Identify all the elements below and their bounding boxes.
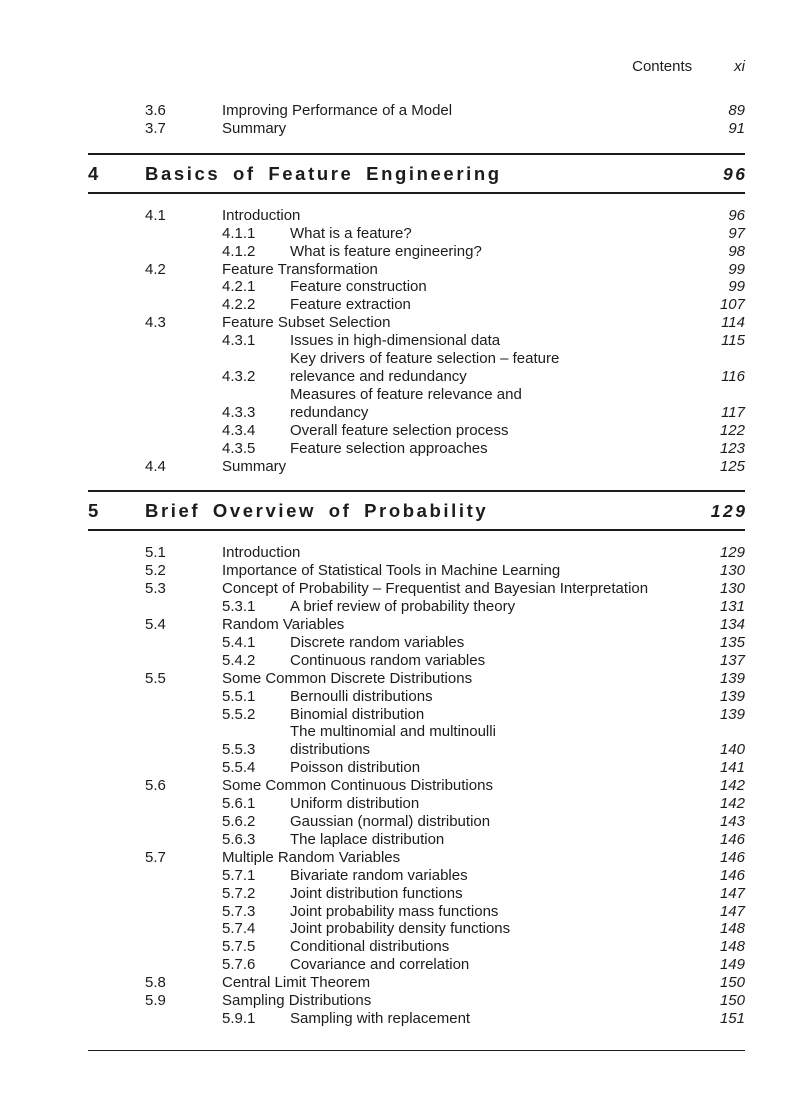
entry-title-line1: Poisson distribution — [290, 759, 421, 777]
entry-page-number: 150 — [719, 974, 745, 992]
entry-title — [290, 332, 711, 350]
entry-page-number: 115 — [721, 332, 745, 350]
entry-page-number: 148 — [719, 920, 745, 938]
entry-page-number: 97 — [728, 224, 745, 242]
page-folio: xi — [734, 58, 745, 75]
toc-entry-row — [88, 261, 745, 279]
toc-entry-row — [88, 458, 745, 476]
entry-title — [290, 920, 711, 938]
entry-page-number: 89 — [728, 102, 745, 119]
entry-page-number: 98 — [728, 242, 745, 260]
contents-label: Contents — [632, 58, 693, 75]
toc-entry-row — [88, 422, 745, 440]
toc-entry-row — [88, 350, 745, 386]
entry-number: 5 — [88, 500, 99, 522]
entry-title-line2: redundancy — [290, 403, 369, 421]
entry-title-line1: Random Variables — [222, 616, 345, 634]
entry-title-line1: The laplace distribution — [290, 830, 445, 848]
entry-number: 5.6.3 — [222, 830, 256, 848]
entry-title — [290, 867, 711, 885]
toc-entry-row — [88, 831, 745, 849]
toc-entry-row — [88, 296, 745, 314]
entry-page-number: 131 — [719, 598, 745, 616]
entry-number: 4.2 — [145, 260, 166, 278]
entry-title — [290, 278, 711, 296]
entry-number: 5.4 — [145, 616, 166, 634]
entry-page-number: 122 — [719, 421, 745, 439]
entry-title — [222, 580, 711, 598]
entry-page-number: 139 — [719, 705, 745, 723]
toc-entry-row — [88, 795, 745, 813]
entry-number: 4.3.4 — [222, 421, 256, 439]
entry-title — [222, 670, 711, 688]
entry-title-line1: Some Common Continuous Distributions — [222, 777, 493, 795]
toc-entry-row — [88, 688, 745, 706]
entry-title-line1: Summary — [222, 457, 287, 475]
entry-title — [145, 500, 711, 521]
entry-title — [222, 544, 711, 562]
toc-entry-row — [88, 777, 745, 795]
toc-entry-row — [88, 278, 745, 296]
entry-page-number: 143 — [719, 813, 745, 830]
toc-entry-row — [88, 120, 745, 138]
entry-title-line2: distributions — [290, 741, 371, 759]
toc-entry-row — [88, 598, 745, 616]
entry-title-line1: Sampling with replacement — [290, 1009, 471, 1027]
entry-number: 5.5.4 — [222, 759, 256, 777]
entry-page-number: 150 — [719, 992, 745, 1010]
entry-title-line1: Discrete random variables — [290, 633, 465, 651]
entry-page-number: 114 — [721, 314, 745, 332]
entry-number: 4.2.1 — [222, 278, 256, 296]
toc-entry-row — [88, 314, 745, 332]
entry-number: 5.7 — [145, 848, 166, 866]
entry-number: 4.3.5 — [222, 439, 256, 457]
entry-number: 5.9.1 — [222, 1009, 256, 1027]
entry-page-number: 147 — [719, 884, 745, 902]
entry-title-line1: Introduction — [222, 206, 301, 224]
toc-entry-row — [88, 102, 745, 120]
toc-entry-row — [88, 440, 745, 458]
entry-title-line1: Joint probability mass functions — [290, 902, 499, 920]
entry-title-line1: Feature extraction — [290, 296, 411, 314]
entry-number: 5.8 — [145, 974, 166, 992]
entry-title — [222, 562, 711, 580]
entry-number: 5.7.4 — [222, 920, 256, 938]
entry-title-line1: Sampling Distributions — [222, 992, 372, 1010]
entry-title-line1: A brief review of probability theory — [290, 598, 516, 616]
entry-title-line1: Overall feature selection process — [290, 421, 509, 439]
entry-title-line1: Uniform distribution — [290, 795, 420, 813]
entry-number: 5.4.2 — [222, 651, 256, 669]
toc-entry-row — [88, 920, 745, 938]
entry-page-number: 139 — [719, 687, 745, 705]
entry-title-line1: Conditional distributions — [290, 938, 450, 956]
entry-page-number: 107 — [719, 296, 745, 314]
entry-number: 5.6.1 — [222, 795, 256, 813]
entry-title — [222, 992, 711, 1010]
entry-number: 3.7 — [145, 119, 166, 137]
entry-page-number: 129 — [710, 501, 748, 522]
entry-title-line1: Concept of Probability – Frequentist and Bayesian Interpretation — [222, 580, 649, 598]
entry-number: 4.1 — [145, 206, 166, 224]
entry-title — [290, 422, 711, 440]
toc-entry-row — [88, 706, 745, 724]
entry-title-line1: Bivariate random variables — [290, 866, 468, 884]
toc-entry-row — [88, 885, 745, 903]
entry-title-line1: What is feature engineering? — [290, 242, 482, 260]
entry-number: 3.6 — [145, 102, 166, 119]
entry-title — [290, 903, 711, 921]
entry-page-number: 99 — [728, 260, 745, 278]
entry-number: 4.1.1 — [222, 224, 256, 242]
entry-title — [290, 688, 711, 706]
entry-page-number: 146 — [719, 866, 745, 884]
entry-title-line1: Improving Performance of a Model — [222, 102, 453, 119]
entry-page-number: 129 — [719, 544, 745, 562]
entry-number: 4 — [88, 162, 99, 184]
entry-title-line1: Covariance and correlation — [290, 956, 470, 974]
toc-entry-row — [88, 670, 745, 688]
entry-page-number: 148 — [719, 938, 745, 956]
entry-page-number: 91 — [728, 119, 745, 137]
entry-title — [222, 207, 711, 225]
entry-page-number: 135 — [719, 633, 745, 651]
toc-entry-row — [88, 813, 745, 831]
toc-entry-row — [88, 1010, 745, 1028]
toc-entry-row — [88, 867, 745, 885]
entry-number: 5.7.2 — [222, 884, 256, 902]
toc-entry-row — [88, 616, 745, 634]
entry-number: 4.3 — [145, 314, 166, 332]
entry-title-line1: Importance of Statistical Tools in Machine Learning — [222, 562, 561, 580]
entry-title-line1: Summary — [222, 119, 287, 137]
entry-number: 4.4 — [145, 457, 166, 475]
toc-entry-row — [88, 580, 745, 598]
entry-page-number: 142 — [719, 795, 745, 813]
entry-title — [290, 598, 711, 616]
entry-title-line1: Central Limit Theorem — [222, 974, 371, 992]
entry-page-number: 117 — [721, 403, 745, 421]
entry-title — [222, 261, 711, 279]
toc-entry-row — [88, 759, 745, 777]
entry-page-number: 147 — [719, 902, 745, 920]
entry-page-number: 137 — [719, 651, 745, 669]
entry-number: 5.1 — [145, 544, 166, 562]
entry-title-line1: What is a feature? — [290, 224, 412, 242]
entry-title-line1: Issues in high-dimensional data — [290, 332, 501, 350]
entry-page-number: 146 — [719, 830, 745, 848]
entry-title — [290, 723, 711, 759]
entry-title-line1: Bernoulli distributions — [290, 687, 433, 705]
toc-entry-row — [88, 849, 745, 867]
toc-chapter-row — [88, 490, 748, 531]
entry-title — [290, 634, 711, 652]
entry-number: 5.5 — [145, 669, 166, 687]
entry-page-number: 134 — [719, 616, 745, 634]
toc-entry-row — [88, 723, 745, 759]
toc-entry-row — [88, 903, 745, 921]
toc-entry-row — [88, 544, 745, 562]
entry-number: 4.2.2 — [222, 296, 256, 314]
entry-title-line1: Feature Transformation — [222, 260, 378, 278]
entry-number: 4.3.2 — [222, 367, 256, 385]
entry-title — [222, 102, 711, 120]
entry-page-number: 149 — [719, 956, 745, 974]
entry-title — [290, 706, 711, 724]
entry-number: 5.5.1 — [222, 687, 256, 705]
entry-page-number: 146 — [719, 848, 745, 866]
entry-title-line1: Introduction — [222, 544, 301, 562]
entry-title — [290, 956, 711, 974]
entry-number: 4.3.3 — [222, 403, 256, 421]
entry-title-line1: Continuous random variables — [290, 651, 486, 669]
entry-title — [290, 831, 711, 849]
entry-title-line1: Binomial distribution — [290, 705, 425, 723]
entry-page-number: 141 — [719, 759, 745, 777]
entry-title-line1: Multiple Random Variables — [222, 848, 401, 866]
entry-title — [290, 296, 711, 314]
entry-title-line1: Joint distribution functions — [290, 884, 463, 902]
entry-title-line1: Measures of feature relevance and — [290, 385, 522, 403]
entry-title — [290, 652, 711, 670]
entry-title-line1: Brief Overview of Probability — [145, 500, 489, 522]
entry-page-number: 130 — [719, 562, 745, 580]
entry-number: 5.3 — [145, 580, 166, 598]
entry-title-line1: The multinomial and multinoulli — [290, 723, 496, 741]
entry-number: 5.7.3 — [222, 902, 256, 920]
entry-title — [222, 314, 711, 332]
toc-entry-row — [88, 225, 745, 243]
entry-title — [290, 243, 711, 261]
entry-page-number: 116 — [721, 367, 745, 385]
entry-page-number: 125 — [719, 457, 745, 475]
entry-title — [290, 440, 711, 458]
toc-entry-row — [88, 652, 745, 670]
entry-title — [290, 1010, 711, 1028]
entry-page-number: 139 — [719, 669, 745, 687]
entry-title — [290, 938, 711, 956]
entry-page-number: 96 — [723, 163, 748, 184]
entry-title — [222, 458, 711, 476]
entry-title — [222, 777, 711, 795]
entry-title-line1: Gaussian (normal) distribution — [290, 813, 491, 830]
entry-title — [145, 163, 714, 184]
entry-number: 4.3.1 — [222, 332, 256, 350]
entry-page-number: 123 — [719, 439, 745, 457]
entry-title-line1: Joint probability density functions — [290, 920, 511, 938]
entry-title-line1: Feature construction — [290, 278, 427, 296]
entry-title-line1: Feature selection approaches — [290, 439, 488, 457]
entry-title-line1: Basics of Feature Engineering — [145, 162, 502, 184]
entry-number: 5.6.2 — [222, 813, 256, 830]
entry-number: 5.3.1 — [222, 598, 256, 616]
toc-entry-row — [88, 562, 745, 580]
toc-entry-row — [88, 332, 745, 350]
entry-title — [290, 795, 711, 813]
toc-entry-row — [88, 992, 745, 1010]
entry-title — [290, 386, 711, 422]
entry-number: 5.5.3 — [222, 741, 256, 759]
entry-number: 5.6 — [145, 777, 166, 795]
entry-title — [290, 759, 711, 777]
toc-entry-row — [88, 938, 745, 956]
entry-title — [222, 849, 711, 867]
entry-page-number: 151 — [719, 1009, 745, 1027]
toc-entry-row — [88, 386, 745, 422]
running-head — [88, 58, 745, 76]
entry-number: 5.5.2 — [222, 705, 256, 723]
toc-chapter-row — [88, 153, 748, 194]
entry-number: 4.1.2 — [222, 242, 256, 260]
entry-title-line2: relevance and redundancy — [290, 367, 467, 385]
toc-list — [88, 102, 748, 1028]
entry-title-line1: Feature Subset Selection — [222, 314, 391, 332]
entry-page-number: 130 — [719, 580, 745, 598]
toc-entry-row — [88, 243, 745, 261]
toc-entry-row — [88, 974, 745, 992]
toc-entry-row — [88, 634, 745, 652]
entry-title — [290, 350, 711, 386]
entry-number: 5.7.6 — [222, 956, 256, 974]
entry-title — [290, 813, 711, 831]
entry-number: 5.2 — [145, 562, 166, 580]
entry-page-number: 140 — [719, 741, 745, 759]
entry-title — [222, 616, 711, 634]
entry-page-number: 96 — [728, 206, 745, 224]
entry-title — [290, 885, 711, 903]
entry-number: 5.9 — [145, 992, 166, 1010]
entry-title — [222, 974, 711, 992]
toc-entry-row — [88, 956, 745, 974]
bottom-rule — [88, 1050, 745, 1051]
entry-title — [222, 120, 711, 138]
entry-page-number: 99 — [728, 278, 745, 296]
entry-title-line1: Key drivers of feature selection – feature — [290, 350, 560, 368]
entry-number: 5.7.1 — [222, 866, 256, 884]
toc-entry-row — [88, 207, 745, 225]
entry-title-line1: Some Common Discrete Distributions — [222, 669, 473, 687]
entry-page-number: 142 — [719, 777, 745, 795]
entry-title — [290, 225, 711, 243]
entry-number: 5.4.1 — [222, 633, 256, 651]
entry-number: 5.7.5 — [222, 938, 256, 956]
